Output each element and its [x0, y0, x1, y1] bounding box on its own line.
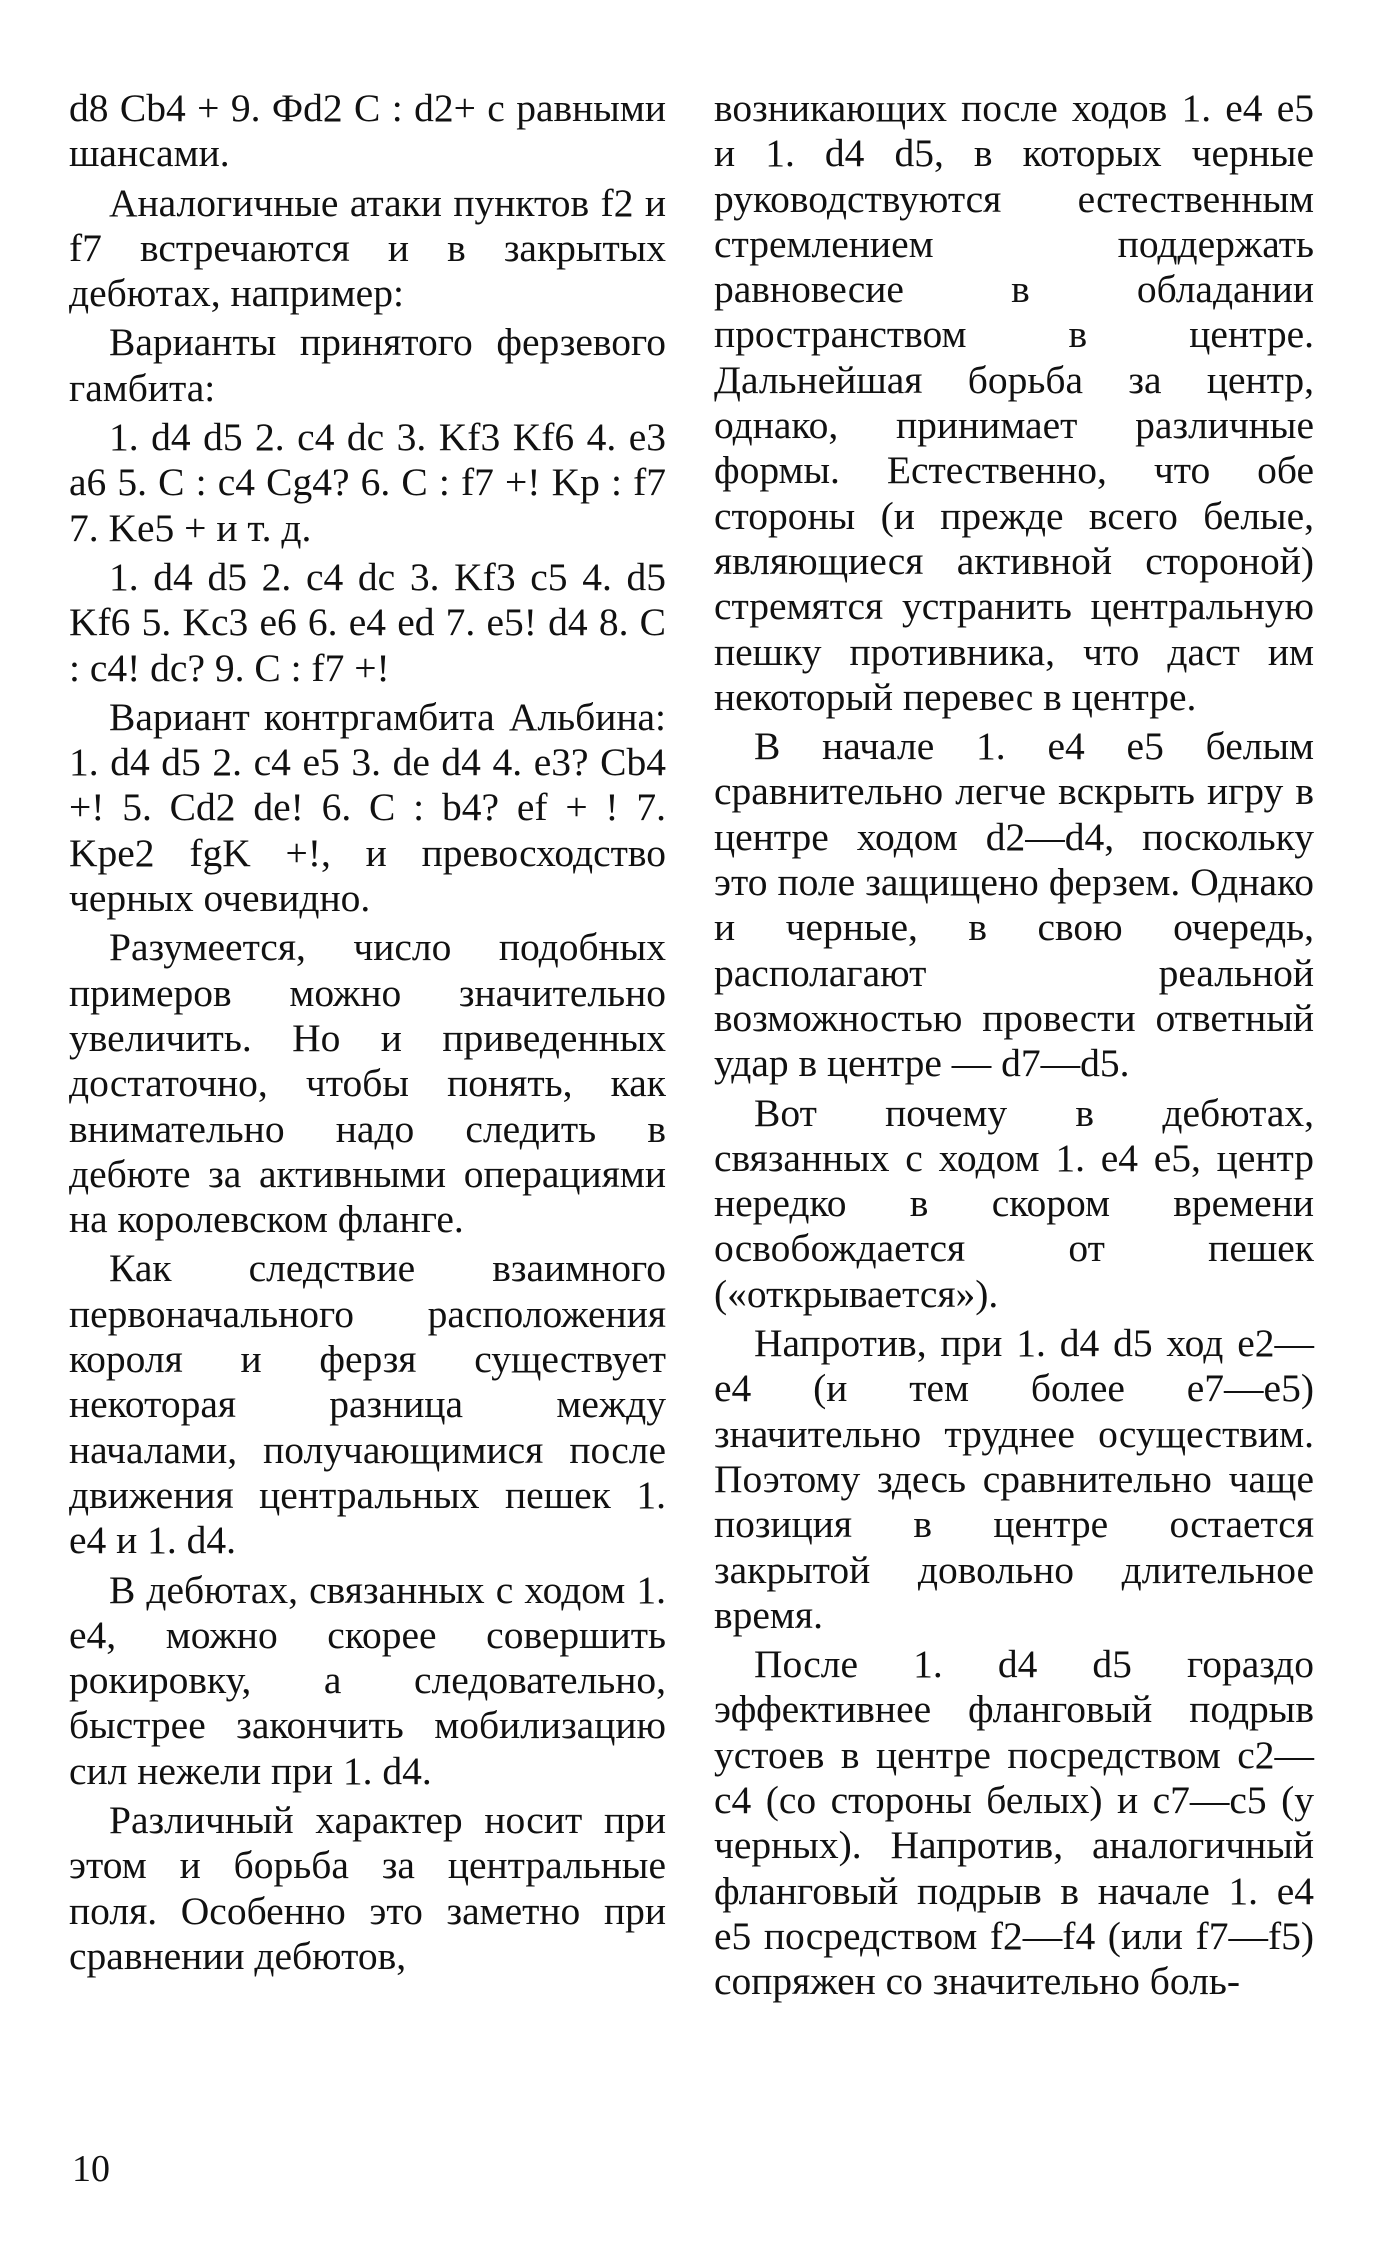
right-column: [714, 86, 1314, 2008]
paragraph: Вариант контргамбита Альбина: 1. d4 d5 2. c4 e5 3. de d4 4. e3? Cb4 +! 5. Cd2 de! 6. C : b4? ef + ! 7. Kpe2 fgK +!, и превосходство черных очевидно.: [69, 694, 666, 921]
paragraph: После 1. d4 d5 гораздо эффективнее фланговый подрыв устоев в центре посредством c2—c4 (со стороны белых) и c7—c5 (у черных). Напротив, аналогичный фланговый подрыв в начале 1. e4 e5 посредством f2—f4 (или f7—f5) сопряжен со значительно боль-: [714, 1642, 1314, 2004]
paragraph: Как следствие взаимного первоначального расположения короля и ферзя существует некоторая разница между началами, получающимися после движения центральных пешек 1. e4 и 1. d4.: [69, 1246, 666, 1563]
paragraph: Варианты принятого ферзевого гамбита:: [69, 320, 666, 410]
paragraph: Различный характер носит при этом и борьба за центральные поля. Особенно это заметно при сравнении дебютов,: [69, 1797, 666, 1978]
left-column: [69, 86, 666, 1983]
chess-variation: 1. d4 d5 2. c4 dc 3. Kf3 c5 4. d5 Kf6 5. Kc3 e6 6. e4 ed 7. e5! d4 8. C : c4! dc? 9. C : f7 +!: [69, 554, 666, 690]
paragraph: Напротив, при 1. d4 d5 ход e2—e4 (и тем более e7—e5) значительно труднее осуществим. Поэтому здесь сравнительно чаще позиция в центре остается закрытой довольно длительное время.: [714, 1321, 1314, 1637]
paragraph: Аналогичные атаки пунктов f2 и f7 встречаются и в закрытых дебютах, например:: [69, 180, 666, 316]
page-number: 10: [72, 2148, 110, 2190]
paragraph: d8 Cb4 + 9. Фd2 C : d2+ c равными шансами.: [69, 86, 666, 176]
chess-variation: 1. d4 d5 2. c4 dc 3. Kf3 Kf6 4. e3 a6 5. C : c4 Cg4? 6. C : f7 +! Kp : f7 7. Ke5 + и т. д.: [69, 415, 666, 550]
paragraph: В начале 1. e4 e5 белым сравнительно легче вскрыть игру в центре ходом d2—d4, поскольку это поле защищено ферзем. Однако и черные, в свою очередь, располагают реальной возможностью провести ответный удар в центре — d7—d5.: [714, 724, 1314, 1086]
paragraph: Вот почему в дебютах, связанных с ходом 1. e4 e5, центр нередко в скором времени освобождается от пешек («открывается»).: [714, 1090, 1314, 1316]
paragraph: Разумеется, число подобных примеров можно значительно увеличить. Но и приведенных достаточно, чтобы понять, как внимательно надо следить в дебюте за активными операциями на королевском фланге.: [69, 925, 666, 1242]
paragraph: В дебютах, связанных с ходом 1. e4, можно скорее совершить рокировку, а следовательно, быстрее закончить мобилизацию сил нежели при 1. d4.: [69, 1567, 666, 1793]
paragraph: возникающих после ходов 1. e4 e5 и 1. d4 d5, в которых черные руководствуются естественным стремлением поддержать равновесие в обладании пространством в центре. Дальнейшая борьба за центр, однако, принимает различные формы. Естественно, что обе стороны (и прежде всего белые, являющиеся активной стороной) стремятся устранить центральную пешку противника, что даст им некоторый перевес в центре.: [714, 86, 1314, 719]
